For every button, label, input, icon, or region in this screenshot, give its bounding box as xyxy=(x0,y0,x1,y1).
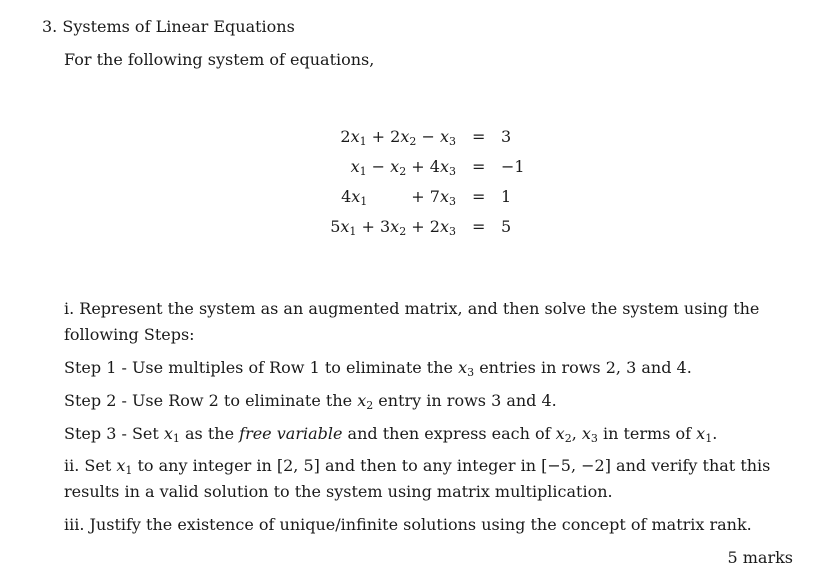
equation-2-rhs: −1 xyxy=(501,157,525,176)
part-ii-text: ii. Set $x_1$ to any integer in [2, 5] and then to any integer in [−5, −2] and verify that this results in a valid solution to the system using matrix multiplication. xyxy=(64,456,771,501)
question-title: 3. Systems of Linear Equations xyxy=(42,17,295,36)
equation-4-equals: = xyxy=(472,217,486,236)
equation-4-lhs: $5x_1 + 3x_2 + 2x_3$ xyxy=(330,217,456,238)
part-iii-text: iii. Justify the existence of unique/infinite solutions using the concept of matrix rank. xyxy=(64,515,752,534)
marks-label: 5 marks xyxy=(727,548,793,567)
equation-2-equals: = xyxy=(472,157,486,176)
equation-3-equals: = xyxy=(472,187,486,206)
step-2-text: Step 2 - Use Row 2 to eliminate the $x_2$ entry in rows 3 and 4. xyxy=(64,391,557,412)
step-1-text: Step 1 - Use multiples of Row 1 to eliminate the $x_3$ entries in rows 2, 3 and 4. xyxy=(64,358,692,379)
equation-1-equals: = xyxy=(472,127,486,146)
equation-2-lhs: $x_1 - x_2 + 4x_3$ xyxy=(350,157,456,178)
equation-3-rhs: 1 xyxy=(501,187,512,206)
equation-4-rhs: 5 xyxy=(501,217,512,236)
question-intro: For the following system of equations, xyxy=(64,50,375,69)
step-3-text: Step 3 - Set $x_1$ as the free variable and then express each of $x_2$, $x_3$ in terms of $x_1$. xyxy=(64,424,718,445)
part-i-text: i. Represent the system as an augmented matrix, and then solve the system using the following Steps: xyxy=(64,299,760,344)
equation-1-rhs: 3 xyxy=(501,127,512,146)
equation-3-lhs: $4x_1 + 7x_3$ xyxy=(341,187,456,208)
equation-1-lhs: $2x_1 + 2x_2 - x_3$ xyxy=(340,127,456,148)
